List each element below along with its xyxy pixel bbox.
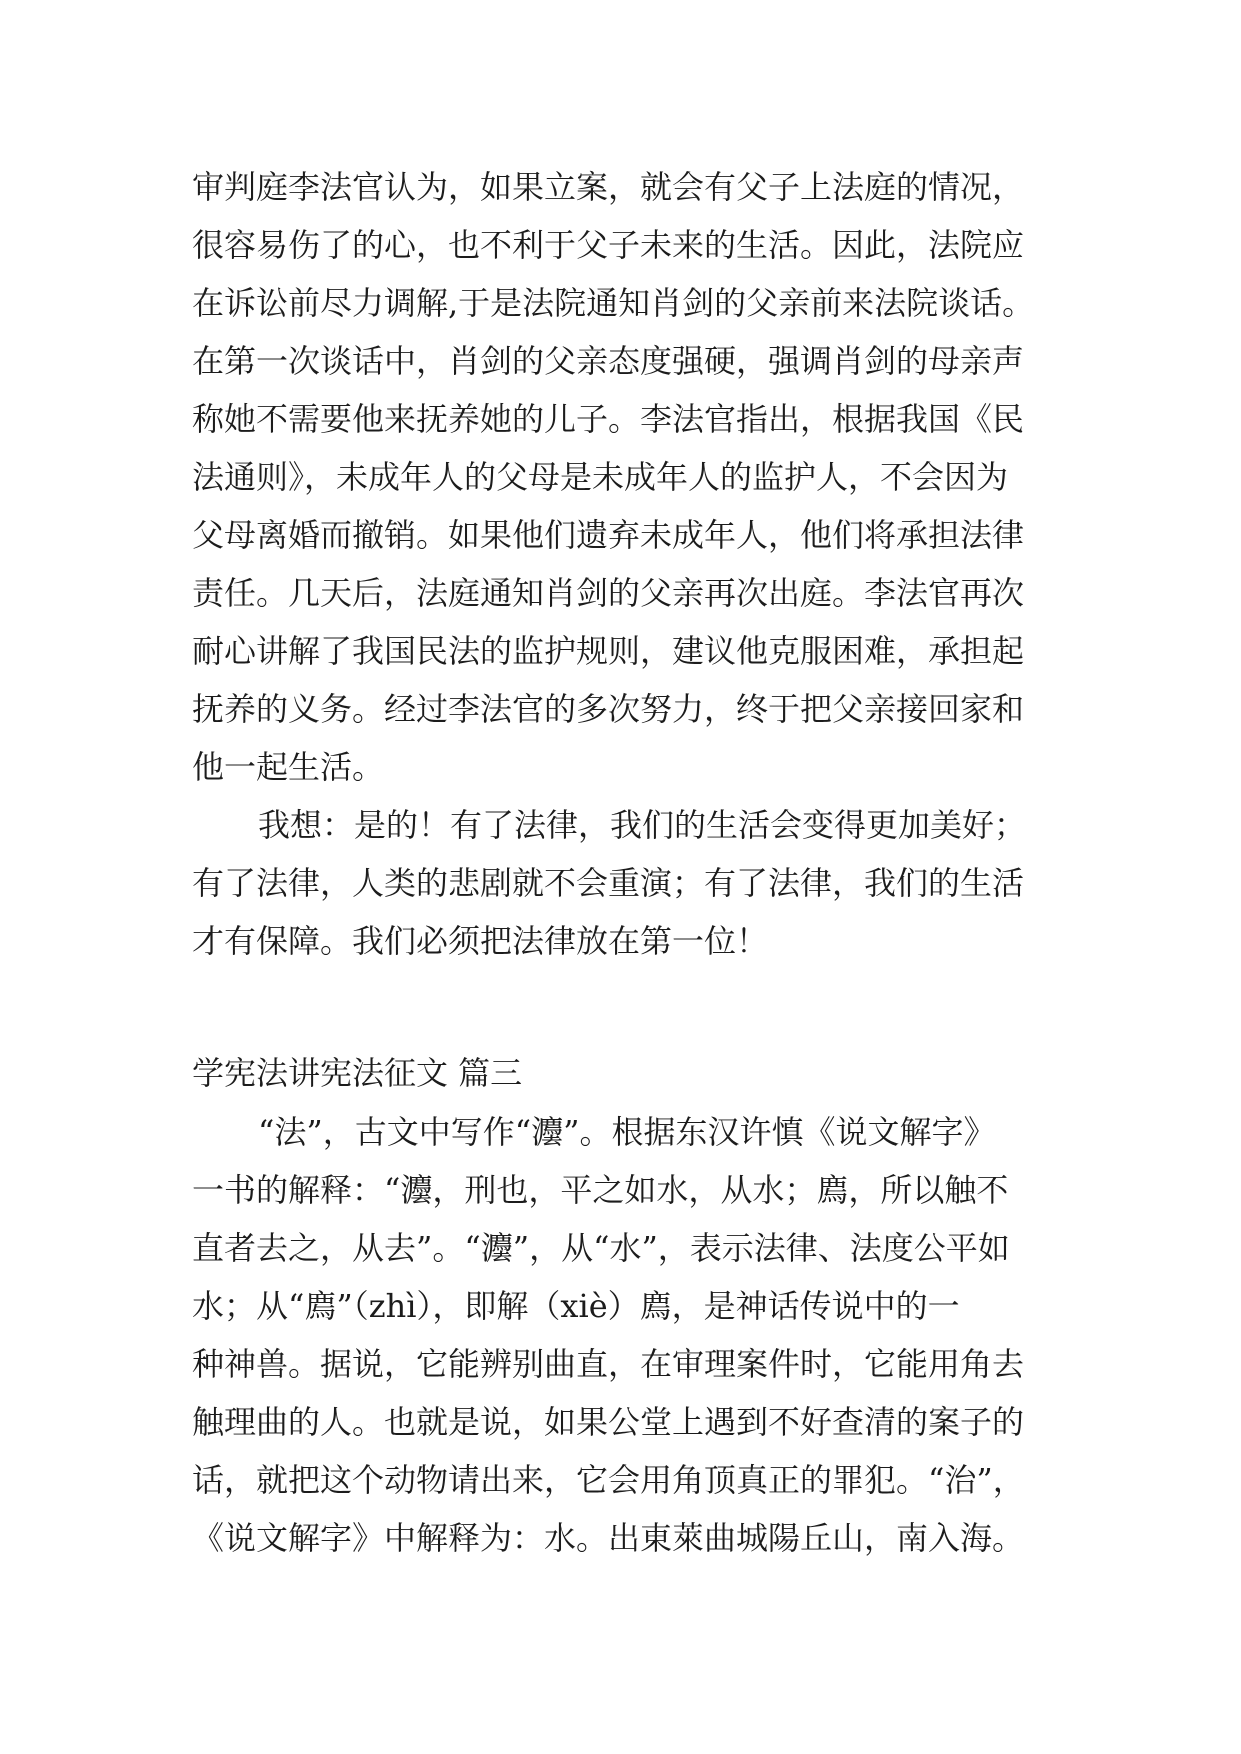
text-line: 话，就把这个动物请出来，它会用角顶真正的罪犯。“治”， [192,1461,1025,1499]
paragraph-court-mediation [192,158,1112,796]
text-line: 水；从“廌”（zhì），即解（xiè）廌，是神话传说中的一 [192,1287,960,1325]
text-line: 才有保障。我们必须把法律放在第一位！ [192,922,769,960]
text-line: 审判庭李法官认为，如果立案，就会有父子上法庭的情况， [192,168,1025,206]
text-line: 在诉讼前尽力调解,于是法院通知肖剑的父亲前来法院谈话。 [192,284,1035,322]
text-line: 法通则》，未成年人的父母是未成年人的监护人，不会因为 [192,458,1009,496]
document-body [192,158,1112,1567]
text-line: 《说文解字》中解释为：水。出東萊曲城陽丘山，南入海。 [192,1519,1025,1557]
text-line: 有了法律，人类的悲剧就不会重演；有了法律，我们的生活 [192,864,1025,902]
text-line: 耐心讲解了我国民法的监护规则，建议他克服困难，承担起 [192,632,1025,670]
text-line: 种神兽。据说，它能辨别曲直，在审理案件时，它能用角去 [192,1345,1025,1383]
paragraph-conclusion [192,796,1112,970]
text-line: 父母离婚而撤销。如果他们遗弃未成年人，他们将承担法律 [192,516,1025,554]
text-line: “法”，古文中写作“灋”。根据东汉许慎《说文解字》 [258,1113,996,1151]
text-line: 抚养的义务。经过李法官的多次努力，终于把父亲接回家和 [192,690,1025,728]
text-line: 很容易伤了的心，也不利于父子未来的生活。因此，法院应 [192,226,1025,264]
text-line: 我想：是的！有了法律，我们的生活会变得更加美好； [258,806,1027,844]
text-line: 在第一次谈话中，肖剑的父亲态度强硬，强调肖剑的母亲声 [192,342,1025,380]
text-line: 他一起生活。 [192,748,385,786]
paragraph-law-etymology [192,1103,1112,1567]
text-line: 责任。几天后，法庭通知肖剑的父亲再次出庭。李法官再次 [192,574,1025,612]
text-line: 一书的解释：“灋，刑也，平之如水，从水；廌，所以触不 [192,1171,1009,1209]
text-line: 触理曲的人。也就是说，如果公堂上遇到不好查清的案子的 [192,1403,1025,1441]
section-title: 学宪法讲宪法征文 篇三 [192,1054,523,1092]
section-spacer [192,970,1112,1043]
text-line: 直者去之，从去”。“灋”，从“水”，表示法律、法度公平如 [192,1229,1010,1267]
text-line: 称她不需要他来抚养她的儿子。李法官指出，根据我国《民 [192,400,1025,438]
